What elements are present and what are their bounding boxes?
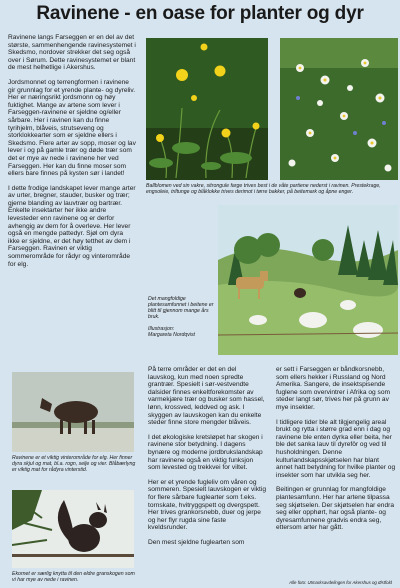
intro-paragraph: Ravinene langs Farseggen er en del av det største, sammenhengende ravinesystemet i Skedsmo, nordover strekker det seg også over i Sørum. Dette ravinesystemet er blant de mest helhetlige i Akershus. [8, 34, 136, 72]
squirrel-photo [12, 490, 134, 568]
illustration-caption [148, 296, 214, 339]
middle-column-text [148, 366, 266, 553]
page-title: Ravinene - en oase for planter og dyr [36, 3, 364, 24]
grazing-illustration [218, 205, 398, 355]
photo-credit: Alle foto: Utmarksavdelingen for Akershus og Østfold [289, 580, 392, 585]
right-column-text [276, 366, 396, 539]
forest-paragraph: På terre områder er det en del lauvskog, kun med noen spredte grantrær. Spesielt i sør-vestvendte dalsider finnes enkeltforekomster av varmekjære trær og busker som hassel, lønn, krossved, leddved og ask. I skyggen av lauvskogen kan du enkelte steder finne store mengder blåveis. [148, 366, 265, 427]
illustration-caption-text: Det mangfoldige plantesamfunnet i beitene er blitt til gjennom mange års bruk. [148, 296, 214, 321]
moose-photo [12, 372, 134, 452]
moose-caption: Ravinene er et viktig vinterområde for elg. Her finner dyra skjul og mat, bl.a. rogn, selje og vier. Blåbærlyng er viktig mat for rådyra vinterstid. [12, 455, 136, 474]
flower-photo-caption: Ballblomen ved sin vakre, sitrongule farge trives best i de våte partiene nederst i ravinen. Prestekrage, engsoleie, triltunge og blåklokke trives derimot i tørre bakker, på beitemark og åpne enger. [146, 183, 381, 196]
grazing-paragraph: Beitingen er grunnlag for mangfoldige plantesamfunn. Her har artene tilpassa seg skjøtselen. Der skjøtselen har endra seg eller opphørt, har også plante- og dyresamfunnene gradvis endra seg, ettersom arter har gått. [276, 486, 395, 532]
rare-bird-paragraph: Den mest sjeldne fuglearten som [148, 538, 245, 546]
left-column-text [8, 34, 136, 275]
illustration-credit-label: Illustrasjon: [148, 326, 175, 333]
history-paragraph: I tidligere tider ble alt tilgjengelig areal brukt og rytta i større grad enn i dag og ravinene ble enten dyrka eller beita, her ble det sanka lauv til dyrefôr og ved til husholdningen. Denne kulturlandskapsskjøtselen har blant annet hatt betydning for hvilke planter og insekter som har utvikla seg her. [276, 418, 396, 479]
soil-paragraph: Jordsmonnet og terrengformen i ravinene gir grunnlag for et yrende plante- og dyreliv. Her er næringsrikt jordsmonn og høy fuktighet. Mange av artene som lever i Farseggen-ravinene er sjeldne og/eller sårbare. Her i ravinen kan du finne tyrihjelm, blåveis, strutseveng og storklokkearter som er sjeldne ellers i Skedsmo. Flere arter av sopp, moser og lav lever i og på gamle trær og døde trær som det er mye av nede i ravinene her ved Farseggen. Her kan du finne moser som ellers bare finnes på kysten sør i landet! [8, 78, 136, 178]
meadow-flowers-photo [280, 38, 398, 180]
ecology-paragraph: I det økologiske kretsløpet har skogen i ravinene stor betydning. I dagens bynære og moderne jordbrukslandskap har ravinene også en viktig funksjon som levested og trekkvei for viltet. [148, 433, 263, 472]
globeflower-photo [146, 38, 268, 180]
landscape-paragraph: I dette frodige landskapet lever mange arter av urter, bregner, stauder, busker og trær; gjerne blanding av lauvtrær og bartrær. Enkelte insektarter her ikke andre levesteder enn ravinene og er derfor avhengig av dem for å overleve. Her lever også en mengde pattedyr. Sjøl om dyra ikke er sjeldne, er det høy tetthet av dem i Farseggen. Ravinen er viktig sommerområde for rådyr og vinterområde for elg. [8, 184, 136, 268]
illustration-credit-name: Margareta Nordqvist [148, 332, 195, 339]
crossbill-paragraph: er sett i Farseggen er båndkorsnebb, som ellers hekker i Russland og Nord Amerika. Sangere, de insektspisende fuglene som overvintrer i Afrika og som steder langt sør, trives her på grunn av mye insekter. [276, 366, 390, 411]
birdlife-paragraph: Her er et yrende fugleliv om våren og sommeren. Spesielt lauvskogen er viktig for flere sårbare fuglearter som f.eks. tornskate, hvitryggspett og dvergspett. Her trives grankorsnebb, duer og jerpe og her flyr rugda sine faste kveldsrunder. [148, 478, 267, 532]
squirrel-caption: Ekornet er særlig knytta til den eldre granskogen som vi har mye av nede i ravinen. [12, 571, 135, 584]
